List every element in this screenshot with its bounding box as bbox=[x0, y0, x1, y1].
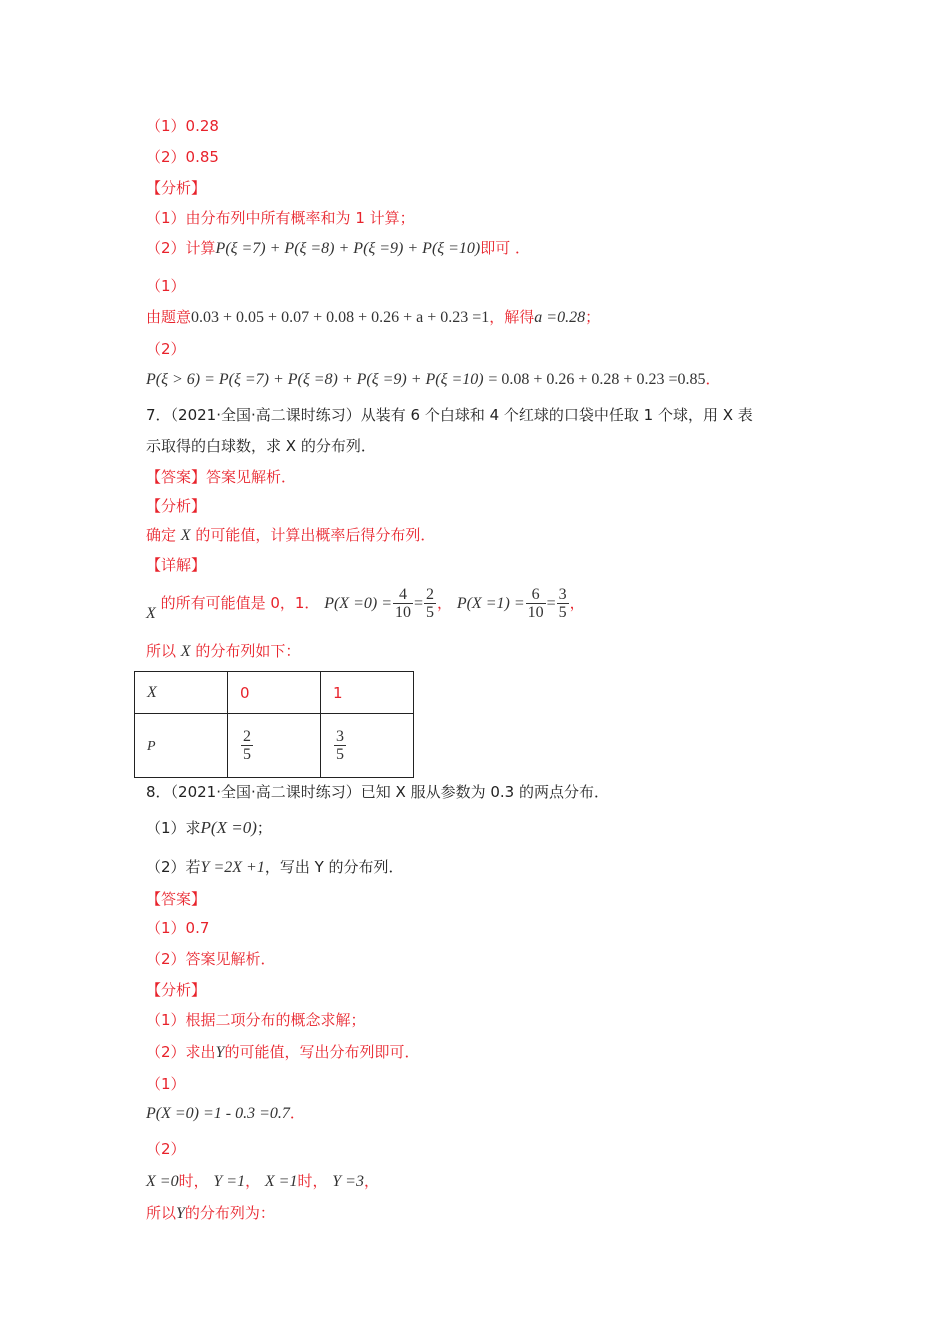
fraction-3-5: $\frac{3}{5}$ bbox=[558, 586, 567, 621]
final-suffix: 的分布列为： bbox=[184, 1204, 275, 1222]
question-7-answer bbox=[146, 467, 296, 487]
distribution-table bbox=[134, 671, 414, 778]
table-intro-prefix: 所以 bbox=[146, 642, 177, 660]
case-y3: Y =3 bbox=[332, 1173, 364, 1190]
answer-1: （1）0.28 bbox=[146, 117, 219, 135]
question-8-solution-2-label: （2） bbox=[146, 1140, 186, 1158]
fraction-2-5: $\frac{2}{5}$ bbox=[243, 728, 251, 763]
analysis-2-prefix: （2）计算 bbox=[146, 239, 216, 257]
question-8-answer-tag: 【答案】 bbox=[146, 890, 207, 908]
final-var: Y bbox=[176, 1205, 185, 1222]
question-8-solution-1 bbox=[146, 1103, 305, 1124]
comma: ， bbox=[245, 1172, 261, 1190]
table-intro-var: X bbox=[180, 643, 191, 660]
answer-tag: 【答案】 bbox=[146, 468, 207, 486]
sub-2-formula: Y =2X +1 bbox=[200, 859, 265, 876]
comma: ， bbox=[437, 594, 453, 612]
detail-var: X bbox=[146, 605, 156, 622]
fraction-3-5: $\frac{3}{5}$ bbox=[336, 728, 344, 763]
solution-1-mid: ，解得 bbox=[489, 308, 535, 326]
solution-2-formula: P(ξ > 6) = P(ξ =7) + P(ξ =8) + P(ξ =9) + P(ξ =10) bbox=[146, 371, 484, 388]
table-intro-suffix: 的分布列如下： bbox=[195, 642, 301, 660]
solution-1 bbox=[146, 307, 600, 328]
case-x0: X =0 bbox=[146, 1173, 179, 1190]
solution-2-end: ． bbox=[705, 370, 721, 388]
equals-sign: = bbox=[414, 595, 424, 612]
table-cell bbox=[321, 714, 414, 778]
detail-text: 的所有可能值是 0，1． bbox=[160, 594, 320, 612]
table-header-cell: X bbox=[135, 672, 228, 714]
analysis-2-formula: P(ξ =7) + P(ξ =8) + P(ξ =9) + P(ξ =10) bbox=[215, 240, 481, 257]
sub-2-prefix: （2）若 bbox=[146, 858, 201, 876]
analysis-2 bbox=[146, 238, 530, 259]
question-8-answer-2: （2）答案见解析． bbox=[146, 950, 276, 968]
comma: ， bbox=[569, 594, 585, 612]
question-8-answer-1: （1）0.7 bbox=[146, 919, 210, 937]
analysis-2-prefix: （2）求出 bbox=[146, 1043, 216, 1061]
solution-2 bbox=[146, 369, 721, 390]
sub-1-formula: P(X =0) bbox=[200, 818, 257, 837]
fraction-2-5: $\frac{2}{5}$ bbox=[426, 586, 435, 621]
question-8-analysis-1: （1）根据二项分布的概念求解； bbox=[146, 1011, 366, 1029]
table-cell: 1 bbox=[321, 672, 414, 714]
question-8-analysis-tag: 【分析】 bbox=[146, 981, 207, 999]
fraction-6-10: $\frac{6}{10}$ bbox=[527, 586, 544, 621]
table-row bbox=[135, 672, 414, 714]
question-8-final bbox=[146, 1203, 275, 1224]
solution-1-prefix: 由题意 bbox=[146, 308, 192, 326]
question-7-line-1: 7．（2021·全国·高二课时练习）从装有 6 个白球和 4 个红球的口袋中任取 1 个球，用 X 表 bbox=[146, 406, 753, 424]
solution-2-label: （2） bbox=[146, 340, 186, 358]
solution-1-result: a =0.28 bbox=[534, 309, 586, 326]
table-header-cell: P bbox=[135, 714, 228, 778]
question-8-line-1: 8．（2021·全国·高二课时练习）已知 X 服从参数为 0.3 的两点分布． bbox=[146, 783, 609, 801]
case-x1: X =1 bbox=[264, 1173, 298, 1190]
answer-2: （2）0.85 bbox=[146, 148, 219, 166]
solution-1-formula: P(X =0) =1 - 0.3 =0.7 bbox=[146, 1105, 290, 1122]
sub-1-end: ； bbox=[256, 819, 272, 837]
p0-lhs: P(X =0) = bbox=[324, 595, 392, 612]
question-8-sub-2 bbox=[146, 857, 404, 878]
sub-1-prefix: （1）求 bbox=[146, 819, 201, 837]
analysis-2-suffix: 即可 ． bbox=[480, 239, 531, 257]
analysis-2-var: Y bbox=[215, 1044, 225, 1061]
analysis-1: （1）由分布列中所有概率和为 1 计算； bbox=[146, 209, 415, 227]
analysis-prefix: 确定 bbox=[146, 526, 177, 544]
question-7-analysis bbox=[146, 525, 435, 546]
solution-1-end: ； bbox=[585, 308, 601, 326]
question-7-line-2: 示取得的白球数，求 X 的分布列． bbox=[146, 437, 376, 455]
solution-1-label: （1） bbox=[146, 277, 186, 295]
question-7-analysis-tag: 【分析】 bbox=[146, 497, 207, 515]
table-cell bbox=[228, 714, 321, 778]
question-8-analysis-2 bbox=[146, 1042, 419, 1063]
p1-lhs: P(X =1) = bbox=[456, 595, 525, 612]
comma: ， bbox=[363, 1172, 379, 1190]
solution-1-formula: 0.03 + 0.05 + 0.07 + 0.08 + 0.26 + a + 0.23 =1 bbox=[191, 309, 490, 326]
table-row bbox=[135, 714, 414, 778]
analysis-suffix: 的可能值，计算出概率后得分布列． bbox=[195, 526, 436, 544]
answer-text: 答案见解析． bbox=[206, 468, 297, 486]
question-8-sub-1 bbox=[146, 818, 272, 838]
question-7-detail bbox=[146, 583, 585, 624]
question-8-solution-1-label: （1） bbox=[146, 1075, 186, 1093]
when-text: 时， bbox=[297, 1172, 328, 1190]
case-y1: Y =1 bbox=[213, 1173, 246, 1190]
analysis-tag: 【分析】 bbox=[146, 179, 207, 197]
solution-1-end: ． bbox=[289, 1104, 305, 1122]
analysis-var: X bbox=[180, 527, 191, 544]
fraction-4-10: $\frac{4}{10}$ bbox=[395, 586, 411, 621]
solution-2-result: = 0.08 + 0.26 + 0.28 + 0.23 =0.85 bbox=[488, 371, 706, 388]
analysis-2-suffix: 的可能值，写出分布列即可． bbox=[224, 1043, 420, 1061]
table-cell: 0 bbox=[228, 672, 321, 714]
when-text: 时， bbox=[178, 1172, 209, 1190]
sub-2-suffix: ，写出 Y 的分布列． bbox=[264, 858, 404, 876]
final-prefix: 所以 bbox=[146, 1204, 177, 1222]
question-7-table-intro bbox=[146, 641, 300, 662]
question-7-detail-tag: 【详解】 bbox=[146, 556, 207, 574]
question-8-solution-2 bbox=[146, 1171, 379, 1192]
equals-sign: = bbox=[546, 595, 556, 612]
